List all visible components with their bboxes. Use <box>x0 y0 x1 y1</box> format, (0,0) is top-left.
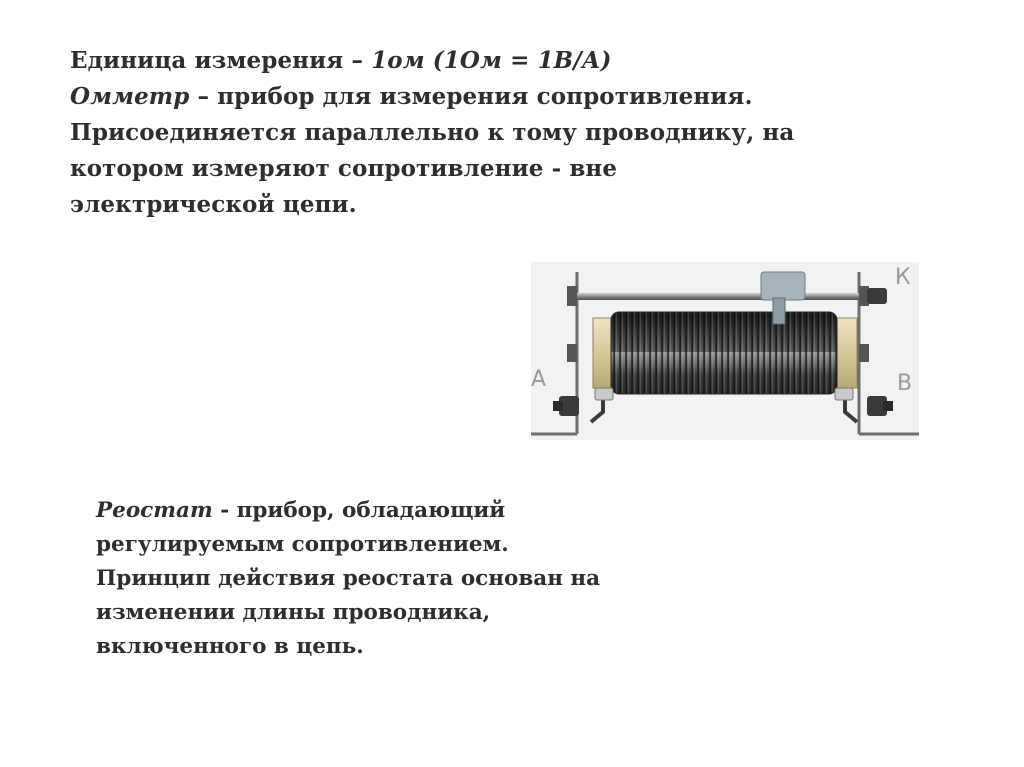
terminal-label-k: К <box>895 265 911 290</box>
rheostat-term: Реостат <box>96 498 213 523</box>
resistance-coil <box>611 312 837 394</box>
rheostat-text-block <box>96 494 716 664</box>
terminal-label-b: В <box>897 371 913 396</box>
ohmmeter-term: Омметр <box>70 83 190 110</box>
slider-rod <box>571 293 879 300</box>
rheostat-line <box>96 494 716 528</box>
terminal-label-a: А <box>531 367 547 392</box>
principle-line-3: включенного в цепь. <box>96 634 364 659</box>
slider <box>761 272 805 300</box>
rheostat-definition: - прибор, обладающий <box>212 498 506 523</box>
unit-label: Единица измерения – <box>70 47 372 74</box>
connection-line-2: котором измеряют сопротивление - вне <box>70 155 618 182</box>
ohmmeter-definition: – прибор для измерения сопротивления. <box>189 83 753 110</box>
ohmmeter-line <box>70 79 970 115</box>
rheostat-line-2: регулируемым сопротивлением. <box>96 532 509 557</box>
rheostat-image <box>531 262 919 440</box>
connection-line-1: Присоединяется параллельно к тому проводнику, на <box>70 119 795 146</box>
connection-line-3: электрической цепи. <box>70 191 357 218</box>
ohm-unit-text-block <box>70 43 970 223</box>
unit-formula: 1ом (1Ом = 1В/А) <box>371 47 612 74</box>
principle-line-1: Принцип действия реостата основан на <box>96 566 601 591</box>
principle-line-2: изменении длины проводника, <box>96 600 491 625</box>
unit-line <box>70 43 970 79</box>
